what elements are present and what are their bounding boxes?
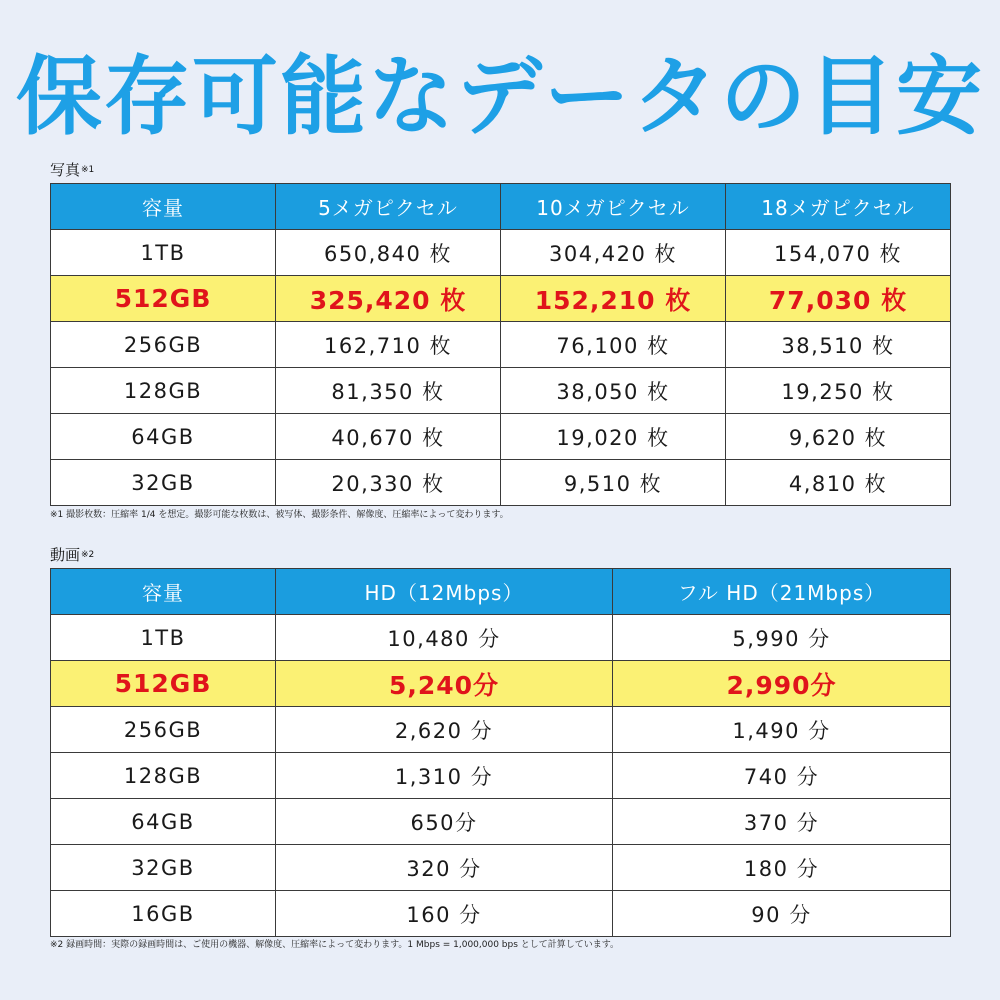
header-cell: 10メガピクセル (501, 184, 726, 230)
video-section-label (50, 545, 94, 565)
table-cell: 740 分 (613, 753, 951, 799)
table-row (51, 414, 951, 460)
table-row (51, 845, 951, 891)
table-row (51, 460, 951, 506)
table-row (51, 615, 951, 661)
capacity-cell: 32GB (51, 460, 276, 506)
capacity-cell: 512GB (51, 276, 276, 322)
capacity-cell: 64GB (51, 414, 276, 460)
header-cell: HD（12Mbps） (276, 569, 613, 615)
video-capacity-table (50, 568, 951, 937)
photo-label-mark: ※1 (81, 165, 95, 175)
table-cell: 152,210 枚 (501, 276, 726, 322)
header-cell: 容量 (51, 569, 276, 615)
table-cell: 325,420 枚 (276, 276, 501, 322)
highlighted-row (51, 661, 951, 707)
capacity-cell: 256GB (51, 707, 276, 753)
header-cell: フル HD（21Mbps） (613, 569, 951, 615)
capacity-cell: 1TB (51, 230, 276, 276)
header-cell: 18メガピクセル (726, 184, 951, 230)
table-cell: 160 分 (276, 891, 613, 937)
table-cell: 90 分 (613, 891, 951, 937)
header-cell: 5メガピクセル (276, 184, 501, 230)
table-cell: 5,240分 (276, 661, 613, 707)
table-cell: 2,990分 (613, 661, 951, 707)
table-cell: 1,490 分 (613, 707, 951, 753)
capacity-cell: 512GB (51, 661, 276, 707)
table-row (51, 368, 951, 414)
table-header-row (51, 569, 951, 615)
capacity-cell: 128GB (51, 753, 276, 799)
capacity-cell: 128GB (51, 368, 276, 414)
photo-section-label (50, 160, 94, 180)
table-row (51, 799, 951, 845)
capacity-cell: 32GB (51, 845, 276, 891)
table-row (51, 322, 951, 368)
highlighted-row (51, 276, 951, 322)
table-cell: 9,620 枚 (726, 414, 951, 460)
table-header-row (51, 184, 951, 230)
table-cell: 5,990 分 (613, 615, 951, 661)
table-cell: 40,670 枚 (276, 414, 501, 460)
table-cell: 20,330 枚 (276, 460, 501, 506)
table-cell: 650分 (276, 799, 613, 845)
table-cell: 180 分 (613, 845, 951, 891)
table-cell: 76,100 枚 (501, 322, 726, 368)
table-cell: 10,480 分 (276, 615, 613, 661)
video-label-mark: ※2 (81, 550, 95, 560)
table-row (51, 891, 951, 937)
photo-capacity-table (50, 183, 951, 506)
photo-footnote: ※1 撮影枚数：圧縮率 1/4 を想定。撮影可能な枚数は、被写体、撮影条件、解像度、圧縮率によって変わります。 (50, 510, 509, 520)
table-cell: 19,250 枚 (726, 368, 951, 414)
table-cell: 154,070 枚 (726, 230, 951, 276)
capacity-cell: 16GB (51, 891, 276, 937)
photo-label-text: 写真 (50, 161, 81, 179)
table-cell: 81,350 枚 (276, 368, 501, 414)
table-cell: 38,050 枚 (501, 368, 726, 414)
table-cell: 304,420 枚 (501, 230, 726, 276)
table-row (51, 753, 951, 799)
table-cell: 1,310 分 (276, 753, 613, 799)
table-cell: 77,030 枚 (726, 276, 951, 322)
table-cell: 2,620 分 (276, 707, 613, 753)
table-cell: 320 分 (276, 845, 613, 891)
table-cell: 370 分 (613, 799, 951, 845)
capacity-cell: 1TB (51, 615, 276, 661)
table-row (51, 230, 951, 276)
table-cell: 19,020 枚 (501, 414, 726, 460)
table-cell: 4,810 枚 (726, 460, 951, 506)
capacity-cell: 256GB (51, 322, 276, 368)
video-label-text: 動画 (50, 546, 81, 564)
header-cell: 容量 (51, 184, 276, 230)
table-cell: 9,510 枚 (501, 460, 726, 506)
table-cell: 650,840 枚 (276, 230, 501, 276)
capacity-cell: 64GB (51, 799, 276, 845)
table-row (51, 707, 951, 753)
video-footnote: ※2 録画時間：実際の録画時間は、ご使用の機器、解像度、圧縮率によって変わります。1 Mbps = 1,000,000 bps として計算しています。 (50, 940, 620, 950)
table-cell: 38,510 枚 (726, 322, 951, 368)
table-cell: 162,710 枚 (276, 322, 501, 368)
page-title: 保存可能なデータの目安 (16, 47, 984, 147)
